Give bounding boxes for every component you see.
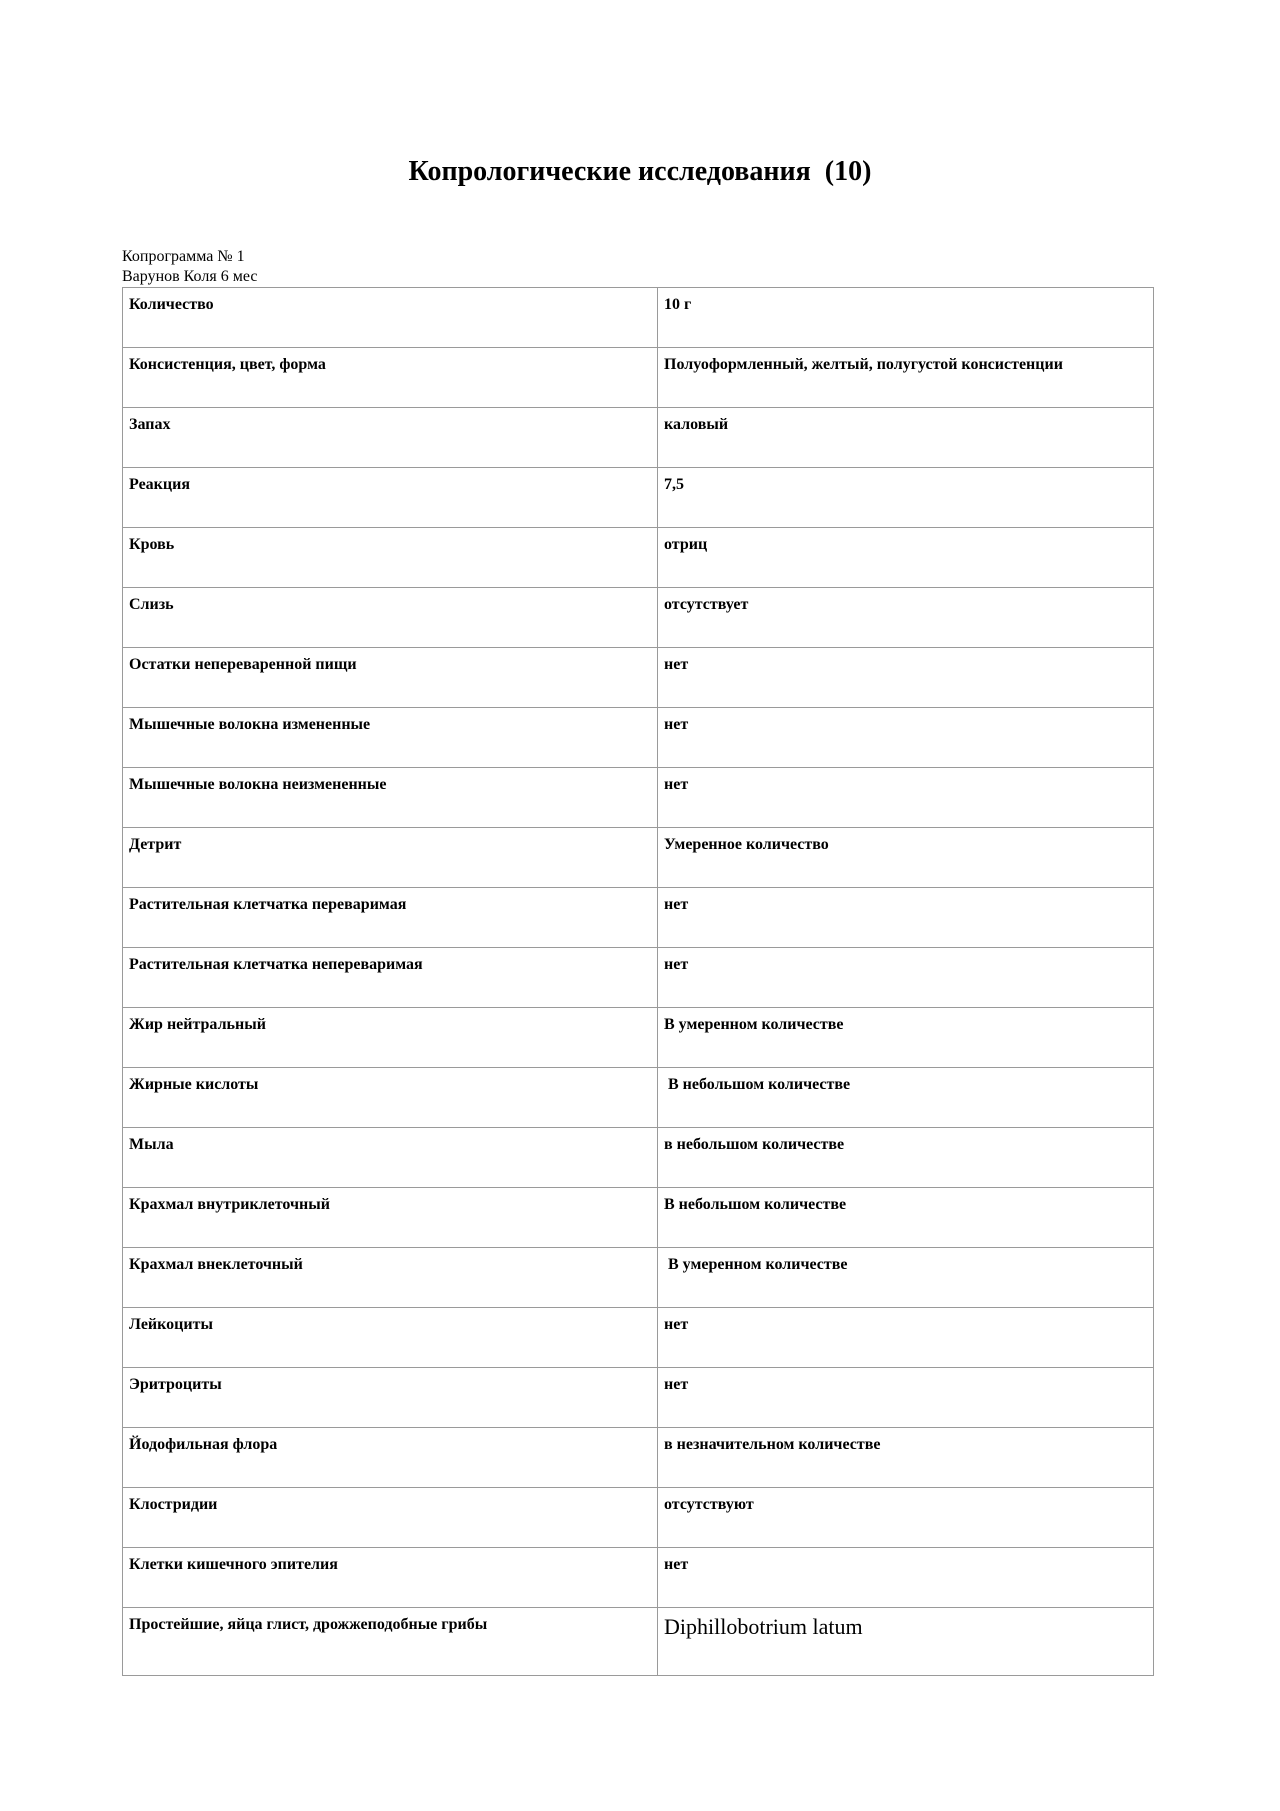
table-row (123, 348, 1154, 408)
patient-info: Варунов Коля 6 мес (122, 268, 258, 285)
table-row (123, 1548, 1154, 1608)
table-row (123, 648, 1154, 708)
parameter-value: в незначительном количестве (658, 1428, 1154, 1488)
parameter-name: Жир нейтральный (123, 1008, 658, 1068)
table-row (123, 588, 1154, 648)
table-row (123, 468, 1154, 528)
parameter-name: Крахмал внеклеточный (123, 1248, 658, 1308)
parameter-value: Diphillobotrium latum (658, 1608, 1154, 1676)
parameter-name: Крахмал внутриклеточный (123, 1188, 658, 1248)
parameter-value: нет (658, 1548, 1154, 1608)
parameter-value: отриц (658, 528, 1154, 588)
parameter-value: нет (658, 648, 1154, 708)
parameter-value: каловый (658, 408, 1154, 468)
parameter-name: Клетки кишечного эпителия (123, 1548, 658, 1608)
parameter-name: Мышечные волокна измененные (123, 708, 658, 768)
parameter-name: Запах (123, 408, 658, 468)
parameter-name: Слизь (123, 588, 658, 648)
document-title: Копрологические исследования (10) (408, 156, 872, 187)
parameter-name: Детрит (123, 828, 658, 888)
parameter-name: Остатки непереваренной пищи (123, 648, 658, 708)
table-row (123, 1308, 1154, 1368)
table-row (123, 1128, 1154, 1188)
parameter-value: нет (658, 1368, 1154, 1428)
parameter-value: В умеренном количестве (658, 1248, 1154, 1308)
table-row (123, 1248, 1154, 1308)
table-row (123, 1488, 1154, 1548)
parameter-name: Растительная клетчатка непереваримая (123, 948, 658, 1008)
table-row (123, 708, 1154, 768)
table-row (123, 288, 1154, 348)
parameter-value: В небольшом количестве (658, 1188, 1154, 1248)
parameter-name: Мыла (123, 1128, 658, 1188)
parameter-value: нет (658, 948, 1154, 1008)
table-row (123, 828, 1154, 888)
table-row (123, 1428, 1154, 1488)
parameter-value: в небольшом количестве (658, 1128, 1154, 1188)
parameter-value: 10 г (658, 288, 1154, 348)
parameter-value: отсутствуют (658, 1488, 1154, 1548)
parameter-name: Мышечные волокна неизмененные (123, 768, 658, 828)
table-row (123, 888, 1154, 948)
parameter-value: В умеренном количестве (658, 1008, 1154, 1068)
parameter-value: 7,5 (658, 468, 1154, 528)
table-row (123, 1008, 1154, 1068)
table-row (123, 1188, 1154, 1248)
parameter-value: Полуоформленный, желтый, полугустой консистенции (658, 348, 1154, 408)
table-row (123, 528, 1154, 588)
parameter-name: Клостридии (123, 1488, 658, 1548)
document-meta (122, 247, 257, 287)
parameter-name: Лейкоциты (123, 1308, 658, 1368)
parameter-value: нет (658, 1308, 1154, 1368)
parameter-value: нет (658, 768, 1154, 828)
parameter-name: Количество (123, 288, 658, 348)
table-row (123, 768, 1154, 828)
program-label: Копрограмма № 1 (122, 248, 245, 265)
table-row (123, 1608, 1154, 1676)
parameter-name: Простейшие, яйца глист, дрожжеподобные грибы (123, 1608, 658, 1676)
parameter-value: Умеренное количество (658, 828, 1154, 888)
parameter-name: Растительная клетчатка переваримая (123, 888, 658, 948)
parameter-name: Реакция (123, 468, 658, 528)
table-row (123, 1368, 1154, 1428)
parameter-name: Консистенция, цвет, форма (123, 348, 658, 408)
parameter-value: отсутствует (658, 588, 1154, 648)
parameter-name: Йодофильная флора (123, 1428, 658, 1488)
parameter-value: нет (658, 888, 1154, 948)
parameter-name: Жирные кислоты (123, 1068, 658, 1128)
parameter-name: Кровь (123, 528, 658, 588)
table-row (123, 1068, 1154, 1128)
table-row (123, 408, 1154, 468)
table-row (123, 948, 1154, 1008)
results-table (122, 287, 1154, 1676)
parameter-name: Эритроциты (123, 1368, 658, 1428)
parameter-value: В небольшом количестве (658, 1068, 1154, 1128)
parameter-value: нет (658, 708, 1154, 768)
